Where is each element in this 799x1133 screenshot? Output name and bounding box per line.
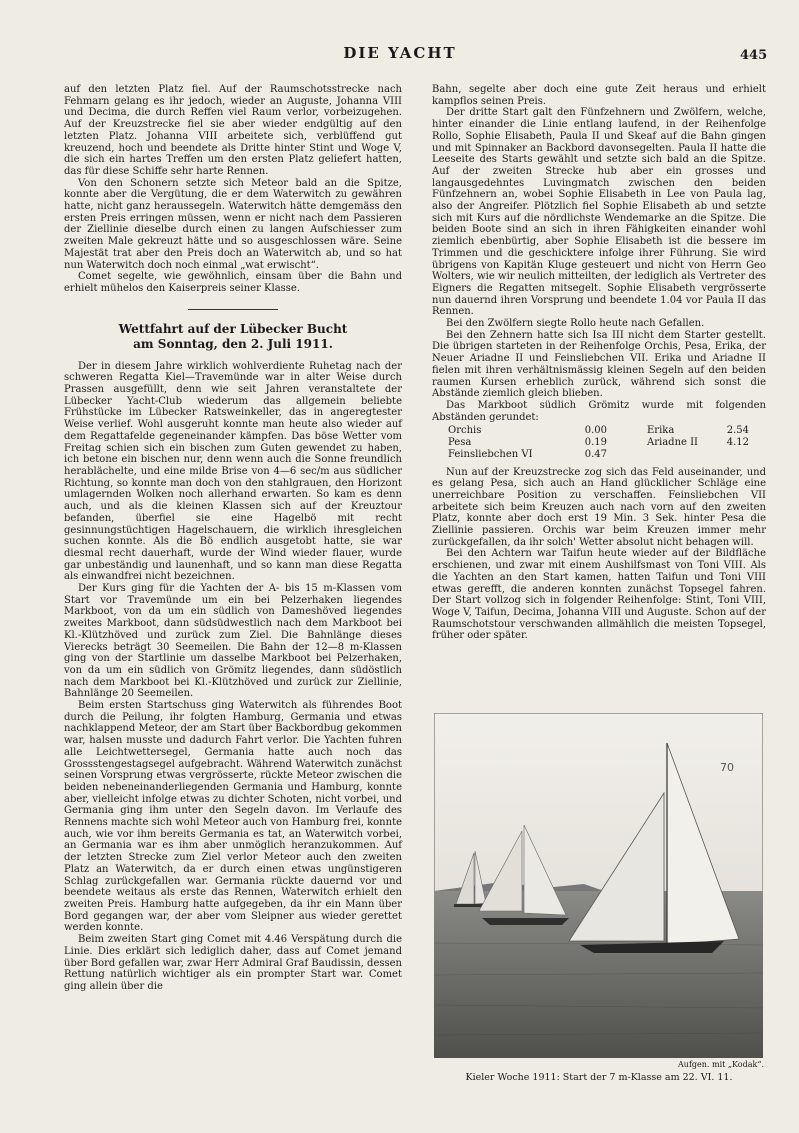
body-paragraph: Beim ersten Startschuss ging Waterwitch als führendes Boot durch die Peilung, ihr folgten Hamburg, Germania und etwas nachklappend Meteor, der am Start über Backbordbug gekommen war, halsen musste und dadurch Fahrt verlor. Die Yachten fuhren alle Leichtwettersegel, Germania hatte auch noch das Grossstengestagsegel aufgebracht. Während Waterwitch zunächst seinen Vorsprung etwas vergrösserte, rückte Meteor zwischen die beiden nebeneinanderliegenden Germania und Hamburg, konnte aber, vielleicht infolge etwas zu dichter Schoten, nicht vorbei, und Germania ging ihm unter den Segeln davon. Im Verlaufe des Rennens machte sich wohl Meteor auch von Hamburg frei, konnte auch, wie vor ihm bereits Germania es tat, an Waterwitch vorbei, an Germania war es ihm aber unmöglich heranzukommen. Auf der letzten Strecke zum Ziel verlor Meteor auch den zweiten Platz an Waterwitch, da er durch einen etwas ungünstigeren Schlag zurückgefallen war. Germania rückte dauernd vor und beendete weitaus als erste das Rennen, Waterwitch erhielt den zweiten Preis. Hamburg hatte aufgegeben, da ihr ein Mann über Bord gegangen war, der aber vom Sleipner aus wieder gerettet werden konnte.: [64, 700, 402, 934]
boat-name: Ariadne II: [647, 437, 699, 449]
results-row: [448, 425, 766, 437]
body-paragraph: Beim zweiten Start ging Comet mit 4.46 Verspätung durch die Linie. Dies erklärt sich lediglich daher, dass auf Comet jemand über Bord gefallen war, zwar Herr Admiral Graf Baudissin, dessen Rettung natürlich wichtiger als ein prompter Start war. Comet ging allein über die: [64, 934, 402, 992]
page-number: 445: [740, 48, 768, 63]
photo-caption: Kieler Woche 1911: Start der 7 m-Klasse am 22. VI. 11.: [465, 1072, 733, 1083]
rounding-results-table: [448, 425, 766, 460]
time-gap: 2.54: [726, 425, 749, 437]
body-paragraph: Der dritte Start galt den Fünfzehnern und Zwölfern, welche, hinter einander die Linie entlang laufend, in der Reihenfolge Rollo, Sophie Elisabeth, Paula II und Skeaf auf die Bahn gingen und mit Spinnaker an Backbord davonsegelten. Paula II hatte die Leeseite des Starts gewählt und setzte sich bald an die Spitze. Auf der zweiten Strecke hub aber ein grosses und langausgedehntes Luvingmatch zwischen den beiden Fünfzehnern an, wobei Sophie Elisabeth in Lee von Paula lag, also der Angreifer. Plötzlich fiel Sophie Elisabeth ab und setzte sich mit Kurs auf die nördlichste Wendemarke an die Spitze. Die beiden Boote sind an sich in ihren Fähigkeiten einander wohl ziemlich ebenbürtig, aber Sophie Elisabeth ist die bessere im Trimmen und die geschicktere infolge ihrer Führung. Sie wird übrigens von Kapitän Kluge gesteuert und nicht von Herrn Geo Wolters, wie wir neulich mitteilten, der lediglich als Vertreter des Eigners die Regatten mitsegelt. Sophie Elisabeth vergrösserte nun dauernd ihren Vorsprung und beendete 1.04 vor Paula II das Rennen.: [432, 107, 766, 318]
section-heading: [64, 322, 402, 352]
body-paragraph: Bei den Achtern war Taifun heute wieder auf der Bildfläche erschienen, und zwar mit einem Aushilfsmast von Toni VIII. Als die Yachten an den Start kamen, hatten Taifun und Toni VIII etwas gerefft, die anderen konnten zunächst Topsegel fahren. Der Start vollzog sich in folgender Reihenfolge: Stint, Toni VIII, Woge V, Taifun, Decima, Johanna VIII und Auguste. Schon auf der Raumschotstour verschwanden allmählich die meisten Topsegel, früher oder später.: [432, 548, 766, 642]
sailing-photo: [434, 713, 763, 1058]
time-gap: 0.19: [584, 437, 607, 449]
body-paragraph: Comet segelte, wie gewöhnlich, einsam über die Bahn und erhielt mühelos den Kaiserpreis seiner Klasse.: [64, 271, 402, 294]
boat-name: Orchis: [448, 425, 482, 437]
body-paragraph: auf den letzten Platz fiel. Auf der Raumschotsstrecke nach Fehmarn gelang es ihr jedoch, wieder an Auguste, Johanna VIII und Decima, die durch Reffen viel Raum verlor, vorbeizugehen. Auf der Kreuzstrecke fiel sie aber wieder endgültig auf den letzten Platz. Johanna VIII arbeitete sich, verblüffend gut kreuzend, hoch und beendete als Dritte hinter Stint und Woge V, die sich ein hartes Treffen um den ersten Platz geliefert hatten, das für diese Schiffe sehr harte Rennen.: [64, 84, 402, 177]
section-divider: [188, 309, 278, 310]
time-gap: 4.12: [726, 437, 749, 449]
time-gap: 0.47: [584, 448, 607, 460]
time-gap: 0.00: [584, 425, 607, 437]
boat-name: Pesa: [448, 437, 472, 449]
section-heading-line: Wettfahrt auf der Lübecker Bucht: [118, 321, 348, 336]
body-paragraph: Nun auf der Kreuzstrecke zog sich das Feld auseinander, und es gelang Pesa, sich auch an Hand glücklicher Schläge eine unerreichbare Position zu verschaffen. Feinsliebchen VII arbeitete sich beim Kreuzen auch nach vorn auf den zweiten Platz, konnte aber doch erst 19 Min. 3 Sek. hinter Pesa die Ziellinie passieren. Orchis war beim Kreuzen immer mehr zurückgefallen, da ihr solch' Wetter absolut nicht behagen will.: [432, 466, 766, 548]
body-paragraph: Bei den Zwölfern siegte Rollo heute nach Gefallen.: [446, 318, 705, 330]
body-paragraph: Von den Schonern setzte sich Meteor bald an die Spitze, konnte aber die Vergütung, die er dem Waterwitch zu gewähren hatte, nicht ganz heraussegeln. Waterwitch hätte demgemäss den ersten Preis erringen müssen, wenn er nicht nach dem Passieren der Ziellinie dieselbe durch einen zu langen Aufschiesser zum zweiten Male gekreuzt hätte und so ausgeschlossen wäre. Seine Majestät trat aber den Preis doch an Waterwitch ab, und so hat nun Waterwitch doch noch einmal „wat erwischt“.: [64, 177, 402, 271]
right-column: [432, 84, 766, 642]
body-paragraph: Das Markboot südlich Grömitz wurde mit folgenden Abständen gerundet:: [432, 399, 766, 423]
body-paragraph: Der in diesem Jahre wirklich wohlverdiente Ruhetag nach der schweren Regatta Kiel—Travemünde war in alter Weise durch Prassen ausgefüllt, denn wie seit Jahren veranstaltete der Lübecker Yacht-Club wiederum das allgemein beliebte Frühstücke im Lübecker Ratsweinkeller, das in angeregtester Weise verlief. Wohl ausgeruht konnte man heute also wieder auf dem Regattafelde gegeneinander kämpfen. Das böse Wetter vom Freitag schien sich ein bischen zum Guten gewendet zu haben, ich betone ein bischen nur, denn wenn auch die Sonne freundlich herablächelte, und eine milde Brise von 4—6 sec/m aus südlicher Richtung, so konnte man doch von den stahlgrauen, den Horizont umlagernden Wolken noch allerhand erwarten. So kam es denn auch, und als die kleinen Klassen sich auf der Kreuztour befanden, überfiel sie eine Hagelbö mit recht gesinnungstüchtigen Hagelschauern, die wirklich ihresgleichen suchen konnte. Als die Bö endlich ausgetobt hatte, sie war diesmal recht dauerhaft, wurde der Wind wieder flauer, wurde gar unbeständig und launenhaft, und so kann man diese Regatta als einwandfrei nicht bezeichnen.: [64, 360, 402, 583]
results-row: [448, 449, 766, 461]
boat-name: Erika: [647, 425, 675, 437]
sail-number: 70: [720, 761, 734, 774]
boat-name: Feinsliebchen VI: [448, 448, 533, 460]
running-header: DIE YACHT: [343, 44, 457, 62]
photo-credit: Aufgen. mit „Kodak“.: [678, 1060, 764, 1069]
results-row: [448, 437, 766, 449]
body-paragraph: Bahn, segelte aber doch eine gute Zeit heraus und erhielt kampflos seinen Preis.: [432, 84, 766, 107]
section-heading-line: am Sonntag, den 2. Juli 1911.: [133, 336, 333, 351]
left-column: [64, 84, 402, 993]
body-paragraph: Bei den Zehnern hatte sich Isa III nicht dem Starter gestellt. Die übrigen starteten in der Reihenfolge Orchis, Pesa, Erika, der Neuer Ariadne II und Feinsliebchen VII. Erika und Ariadne II fielen mit ihren verhältnismässig kleinen Segeln auf den beiden raumen Kursen erheblich zurück, während sich sonst die Abstände ziemlich gleich blieben.: [432, 329, 766, 400]
body-paragraph: Der Kurs ging für die Yachten der A- bis 15 m-Klassen vom Start vor Travemünde um ein bei Pelzerhaken liegendes Markboot, von da um ein südlich von Dameshöved liegendes zweites Markboot, dann südsüdwestlich nach dem Markboot bei Kl.-Klützhöved und zurück zum Ziel. Die Bahnlänge dieses Vierecks beträgt 30 Seemeilen. Die Bahn der 12—8 m-Klassen ging von der Startlinie um dasselbe Markboot bei Pelzerhaken, von da um ein südlich von Grömitz liegendes, dann südöstlich nach dem Markboot bei Kl.-Klützhöved und zurück zur Ziellinie, Bahnlänge 20 Seemeilen.: [64, 583, 402, 700]
